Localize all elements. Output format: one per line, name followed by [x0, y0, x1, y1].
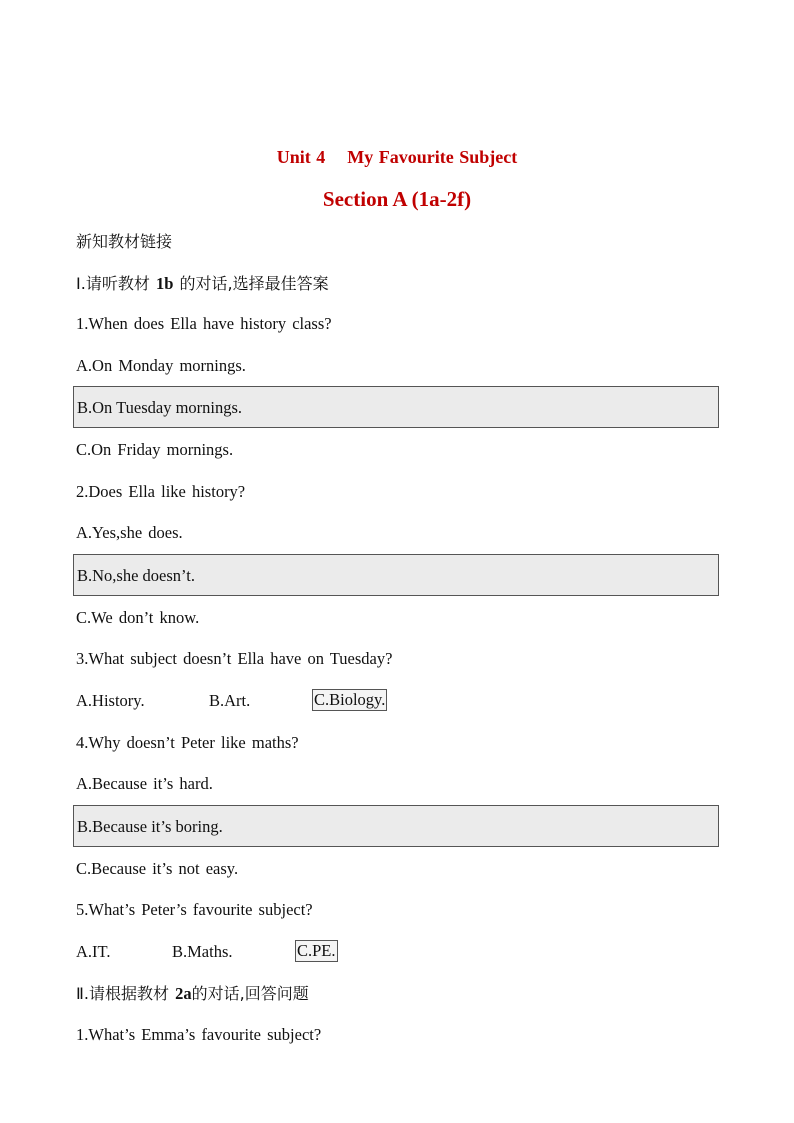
part2-suffix: 的对话,回答问题	[191, 984, 309, 1003]
part1-ref: 1b	[155, 274, 174, 293]
q4-question: 4.Why doesn’t Peter like maths?	[76, 733, 299, 752]
part1-heading	[76, 274, 329, 294]
unit-title: Unit 4 My Favourite Subject	[276, 147, 518, 167]
q3-option-c-answer: C.Biology.	[314, 690, 386, 709]
part2-prefix: 请根据教材	[88, 984, 169, 1003]
q2-option-c: C.We don’t know.	[76, 608, 200, 627]
q4-option-a: A.Because it’s hard.	[76, 774, 213, 793]
section-title: Section A (1a-2f)	[322, 187, 472, 211]
q3-option-b: B.Art.	[209, 691, 251, 710]
q1-answer-box	[73, 386, 719, 428]
part1-number: Ⅰ.	[76, 274, 86, 293]
part2-number: Ⅱ.	[76, 984, 89, 1003]
q5-option-a: A.IT.	[76, 942, 111, 961]
part2-heading	[76, 984, 309, 1004]
part2-ref: 2a	[175, 984, 192, 1003]
q2-answer-box	[73, 554, 719, 596]
q1-option-b: B.On Tuesday mornings.	[77, 398, 243, 417]
p2q1-question: 1.What’s Emma’s favourite subject?	[76, 1025, 322, 1044]
q1-option-a: A.On Monday mornings.	[76, 356, 246, 375]
q2-question: 2.Does Ella like history?	[76, 482, 246, 501]
part1-prefix: 请听教材	[85, 274, 150, 293]
q2-option-a: A.Yes,she does.	[76, 523, 183, 542]
q4-option-c: C.Because it’s not easy.	[76, 859, 239, 878]
q3-question: 3.What subject doesn’t Ella have on Tuesday?	[76, 649, 393, 668]
q1-option-c: C.On Friday mornings.	[76, 440, 234, 459]
q1-question: 1.When does Ella have history class?	[76, 314, 332, 333]
q3-option-a: A.History.	[76, 691, 145, 710]
q4-option-b: B.Because it’s boring.	[77, 817, 223, 836]
q2-option-b: B.No,she doesn’t.	[77, 566, 195, 585]
q5-option-c-answer: C.PE.	[297, 941, 336, 960]
part1-suffix: 的对话,选择最佳答案	[179, 274, 329, 293]
intro-heading: 新知教材链接	[76, 232, 173, 251]
q5-question: 5.What’s Peter’s favourite subject?	[76, 900, 313, 919]
q4-answer-box	[73, 805, 719, 847]
q5-option-b: B.Maths.	[172, 942, 233, 961]
